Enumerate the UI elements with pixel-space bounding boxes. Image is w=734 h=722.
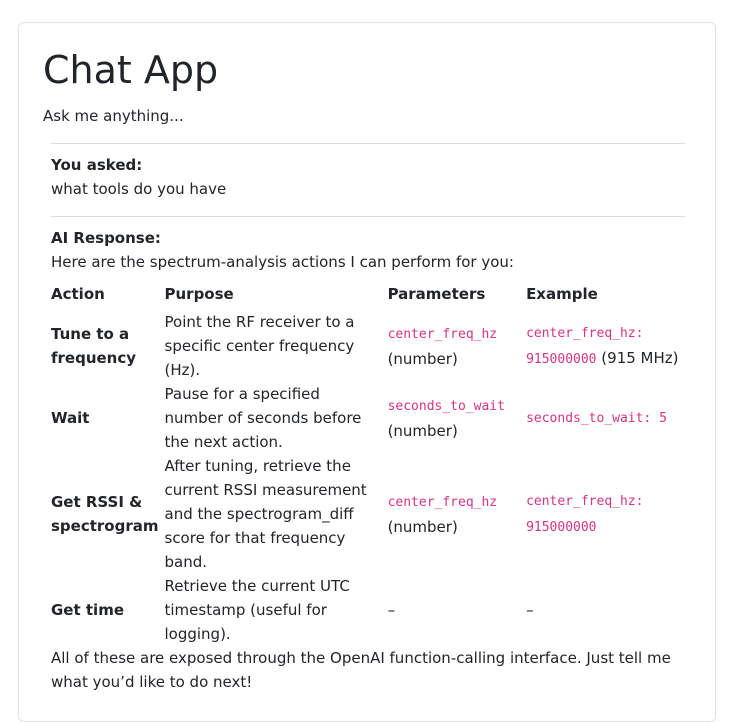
row-action: Wait (51, 409, 90, 427)
param-type: (number) (387, 422, 458, 440)
example-note: (915 MHz) (601, 349, 679, 367)
example-code: center_freq_hz: 915000000 (526, 326, 644, 367)
ai-response-intro: Here are the spectrum-analysis actions I can perform for you: (51, 253, 514, 271)
row-purpose: Point the RF receiver to a specific center frequency (Hz). (164, 313, 355, 379)
row-example (526, 454, 691, 574)
row-example (526, 310, 691, 382)
param-type: (number) (387, 350, 458, 368)
column-header-action: Action (51, 285, 105, 303)
tools-table (51, 282, 691, 646)
row-action: Tune to a frequency (51, 325, 137, 367)
table-header-row (51, 282, 691, 310)
column-header-purpose: Purpose (164, 285, 234, 303)
row-purpose: After tuning, retrieve the current RSSI measurement and the spectrogram_diff score for that frequency band. (164, 457, 367, 571)
ai-response (51, 226, 691, 694)
param-code: center_freq_hz (387, 327, 498, 342)
example-code: center_freq_hz: 915000000 (526, 494, 644, 535)
row-parameters (388, 310, 527, 382)
row-action: Get RSSI & spectrogram (51, 493, 159, 535)
row-example (526, 382, 691, 454)
param-code: seconds_to_wait (387, 399, 505, 414)
page-subtitle: Ask me anything... (43, 107, 184, 125)
row-parameters (388, 382, 527, 454)
user-message-heading: You asked: (51, 156, 143, 174)
column-header-parameters: Parameters (387, 285, 486, 303)
ai-response-outro: All of these are exposed through the OpenAI function-calling interface. Just tell me what you’d like to do next! (51, 649, 671, 691)
chat-card (18, 22, 716, 722)
table-row (51, 574, 691, 646)
table-row (51, 310, 691, 382)
param-code: center_freq_hz (387, 495, 498, 510)
divider (51, 143, 685, 144)
ai-response-heading: AI Response: (51, 229, 161, 247)
table-row (51, 382, 691, 454)
row-purpose: Pause for a specified number of seconds before the next action. (164, 385, 362, 451)
row-action: Get time (51, 601, 124, 619)
column-header-example: Example (526, 285, 598, 303)
row-parameters: – (387, 601, 396, 619)
row-example: – (526, 601, 534, 619)
row-parameters (388, 454, 527, 574)
divider (51, 216, 685, 217)
user-message (51, 153, 691, 201)
row-purpose: Retrieve the current UTC timestamp (useful for logging). (164, 577, 350, 643)
param-type: (number) (387, 518, 458, 536)
example-code: seconds_to_wait: 5 (526, 411, 667, 426)
page-title: Chat App (43, 48, 219, 92)
table-row (51, 454, 691, 574)
user-message-text: what tools do you have (51, 180, 227, 198)
